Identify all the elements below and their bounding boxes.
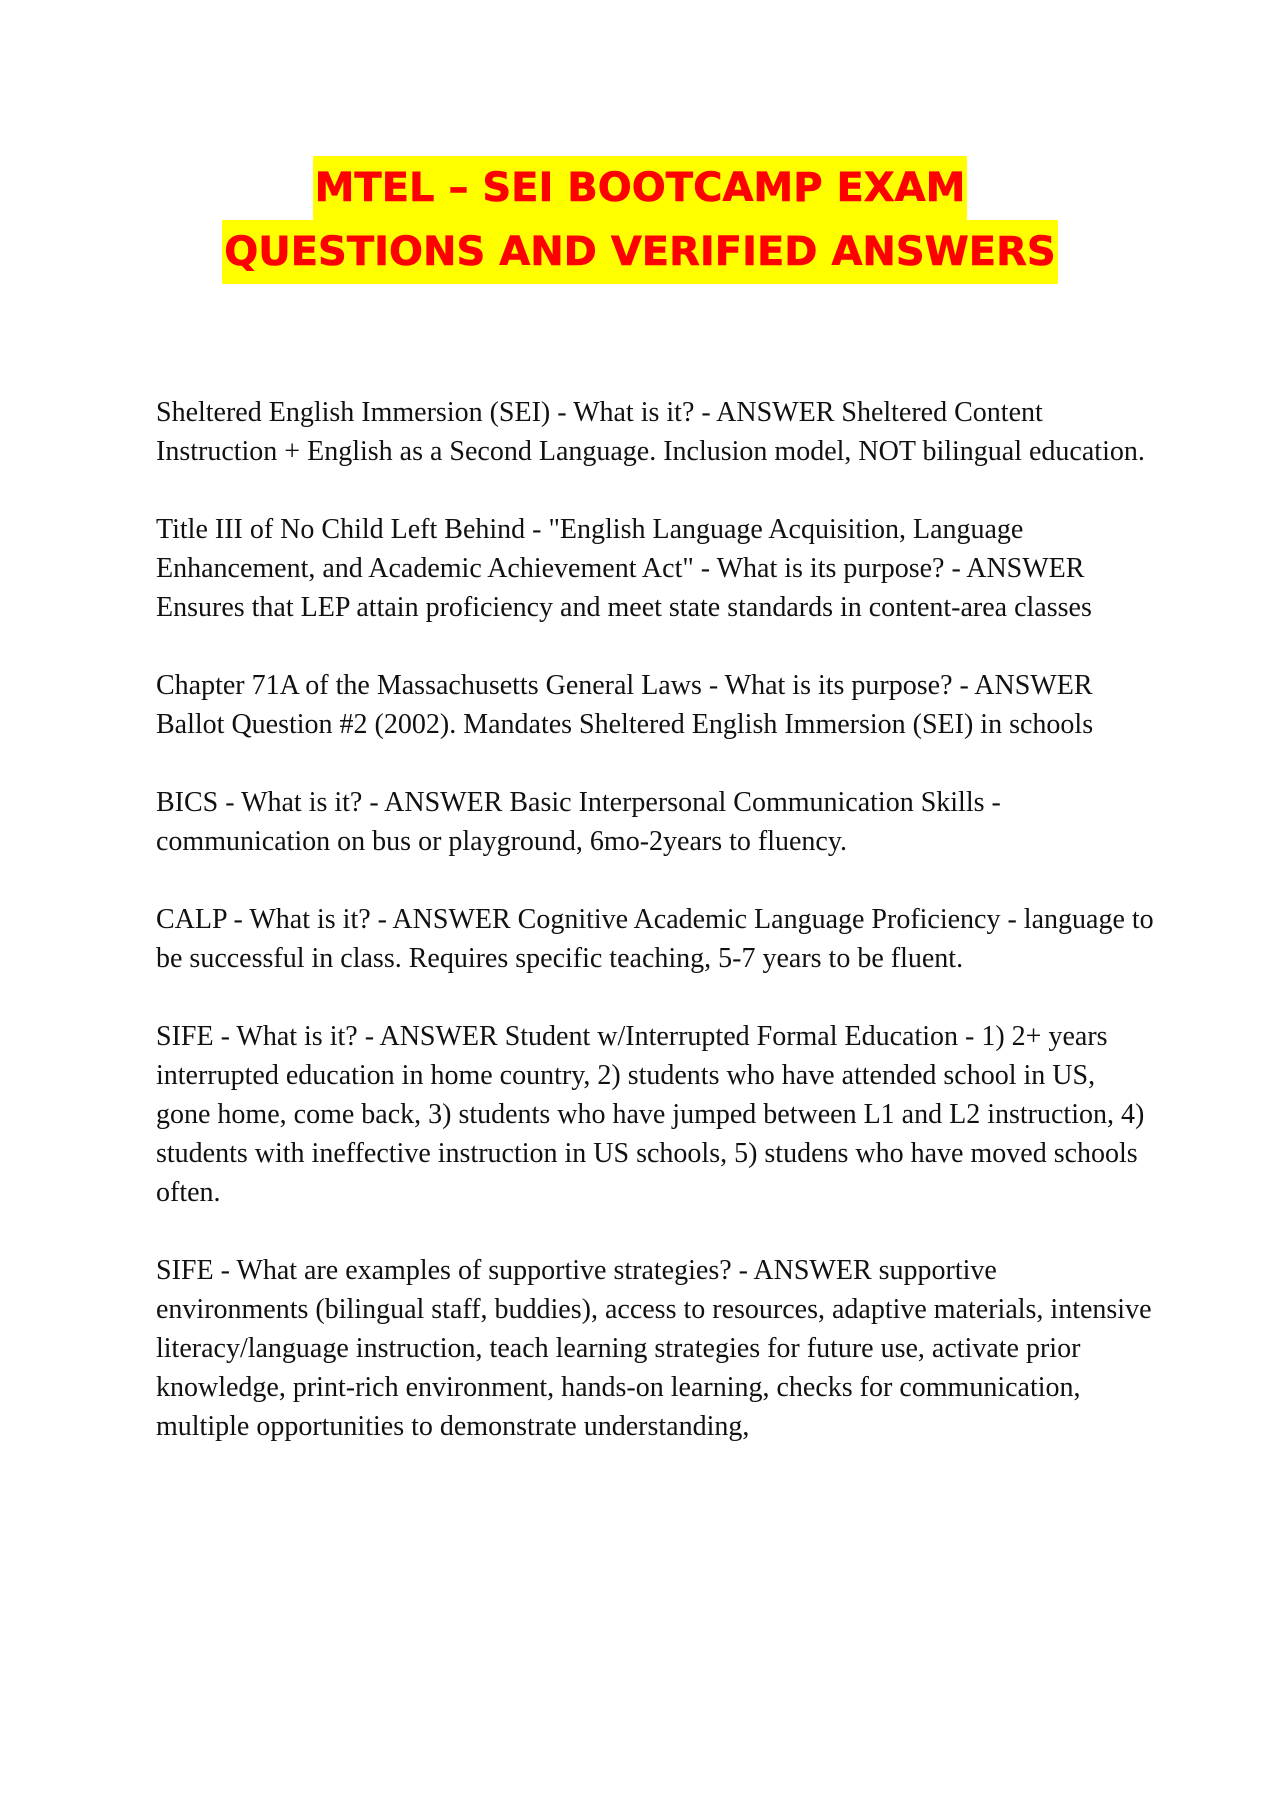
qa-entry-calp: CALP - What is it? - ANSWER Cognitive Academic Language Proficiency - language to be successful in class. Requires specific teaching, 5-7 years to be fluent.: [156, 904, 1154, 974]
qa-entry-chapter-71a: Chapter 71A of the Massachusetts General Laws - What is its purpose? - ANSWER Ballot Question #2 (2002). Mandates Sheltered English Immersion (SEI) in schools: [156, 670, 1094, 740]
qa-entry-sife: SIFE - What is it? - ANSWER Student w/Interrupted Formal Education - 1) 2+ years interrupted education in home country, 2) students who have attended school in US, gone home, come back, 3) students who have jumped between L1 and L2 instruction, 4) students with ineffective instruction in US schools, 5) studens who have moved schools often.: [156, 1021, 1145, 1208]
qa-list: [156, 393, 1156, 1485]
qa-entry-title-iii: Title III of No Child Left Behind - "English Language Acquisition, Language Enhancement, and Academic Achievement Act" - What is its purpose? - ANSWER Ensures that LEP attain proficiency and meet state standards in content-area classes: [156, 514, 1092, 623]
qa-entry-sei: Sheltered English Immersion (SEI) - What is it? - ANSWER Sheltered Content Instruction + English as a Second Language. Inclusion model, NOT bilingual education.: [156, 397, 1145, 467]
qa-entry-sife-strategies: SIFE - What are examples of supportive strategies? - ANSWER supportive environments (bilingual staff, buddies), access to resources, adaptive materials, intensive literacy/language instruction, teach learning strategies for future use, activate prior knowledge, print-rich environment, hands-on learning, checks for communication, multiple opportunities to demonstrate understanding,: [156, 1255, 1152, 1442]
title-line-2: QUESTIONS AND VERIFIED ANSWERS: [222, 220, 1057, 284]
qa-entry-bics: BICS - What is it? - ANSWER Basic Interpersonal Communication Skills - communication on bus or playground, 6mo-2years to fluency.: [156, 787, 1001, 857]
document-title: [0, 156, 1280, 284]
title-line-1: MTEL – SEI BOOTCAMP EXAM: [313, 156, 968, 220]
